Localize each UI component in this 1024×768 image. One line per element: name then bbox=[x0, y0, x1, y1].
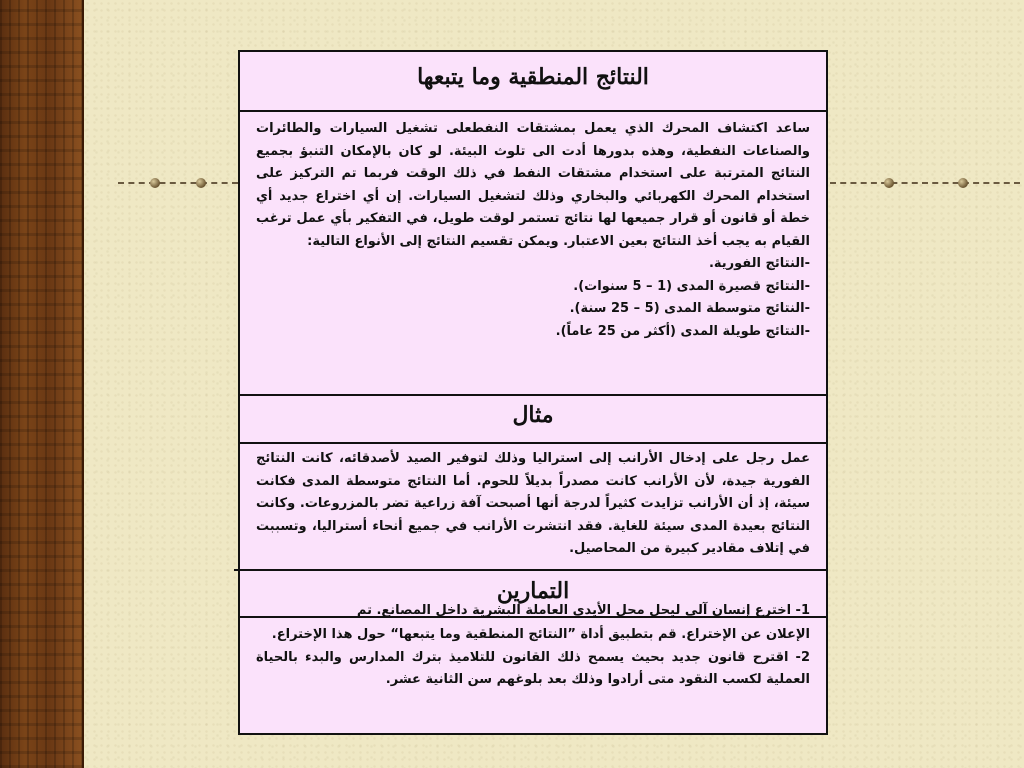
decorative-dashed-line-left bbox=[118, 182, 238, 186]
type-item: -النتائج قصيرة المدى (1 – 5 سنوات). bbox=[573, 278, 810, 294]
type-item: -النتائج متوسطة المدى (5 – 25 سنة). bbox=[569, 301, 810, 316]
exercise-overlap-line bbox=[256, 600, 810, 622]
type-item: -النتائج طويلة المدى (أكثر من 25 عاماً). bbox=[555, 323, 810, 339]
divider bbox=[240, 394, 826, 396]
example-text: عمل رجل على إدخال الأرانب إلى استراليا وذلك لتوفير الصيد لأصدقائه، كانت النتائج الفورية جيدة، لأن الأرانب كانت مصدراً بديلاً للحوم. أما النتائج متوسطة المدى فكانت سيئة، إذ أن الأرانب تزايدت كثيراً لدرجة أنها أصبحت آفة زراعية تضر بالمزروعات. وكانت النتائج بعيدة المدى سيئة للغاية. فقد انتشرت الأرانب في جميع أنحاء أستراليا، وتسببت في إتلاف مقادير كبيرة من المحاصيل. bbox=[256, 451, 810, 556]
decorative-dot bbox=[884, 178, 894, 188]
divider bbox=[240, 110, 826, 112]
exercise-1-first-line: 1- اخترع إنسان آلي ليحل محل الأيدي العاملة البشرية داخل المصانع. تم bbox=[356, 603, 810, 618]
type-item: -النتائج الفورية. bbox=[708, 256, 810, 271]
exercises-section bbox=[256, 624, 810, 692]
decorative-dot bbox=[958, 178, 968, 188]
intro-paragraph: ساعد اكتشاف المحرك الذي يعمل بمشتقات النفطعلى تشغيل السيارات والطائرات والصناعات النفطية، وهذه بدورها أدت الى تلوث البيئة. لو كان بالإمكان التنبؤ بجميع النتائج المترتبة على استخدام مشتقات النفط في ذلك الوقت فربما تم التركيز على استخدام المحرك الكهربائي والبخاري وذلك لتشغيل السيارات. إن أي اختراع جديد أي خطة أو قانون أو قرار جميعها لها نتائج تستمر لوقت طويل، في التفكير بأي عمل ترغب القيام به يجب أخذ النتائج بعين الاعتبار. ويمكن تقسيم النتائج إلى الأنواع التالية: bbox=[256, 121, 810, 249]
exercise-1-text: الإعلان عن الإختراع. قم بتطبيق أداة ”النتائج المنطقية وما يتبعها“ حول هذا الإختراع. bbox=[271, 627, 810, 642]
decorative-dot bbox=[196, 178, 206, 188]
intro-section bbox=[256, 118, 810, 343]
example-heading: مثال bbox=[512, 402, 554, 428]
divider bbox=[240, 442, 826, 444]
decorative-dashed-line-right bbox=[830, 182, 1020, 186]
decorative-dot bbox=[150, 178, 160, 188]
slide-panel bbox=[238, 50, 828, 735]
wood-border-strip bbox=[0, 0, 82, 768]
divider bbox=[240, 616, 826, 618]
exercise-2-text: 2- اقترح قانون جديد بحيث يسمح ذلك القانون للتلاميذ بترك المدارس والبدء بالحياة العملية لكسب النقود متى أرادوا وذلك بعد بلوغهم سن الثانية عشر. bbox=[256, 649, 810, 687]
overflow-divider bbox=[234, 569, 826, 571]
example-section bbox=[256, 448, 810, 561]
exercises-heading: التمارين bbox=[496, 578, 570, 604]
slide-title: النتائج المنطقية وما يتبعها bbox=[417, 64, 649, 90]
